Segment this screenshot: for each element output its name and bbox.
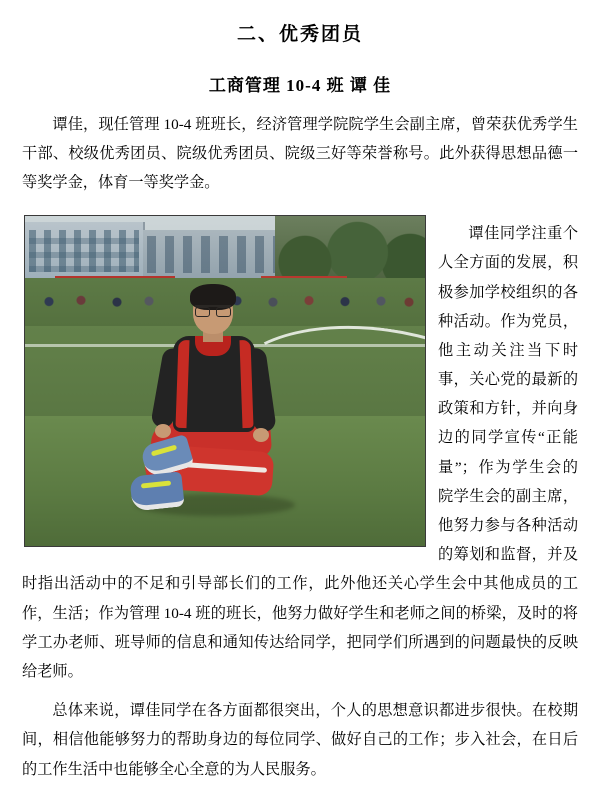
paragraph-body: 谭佳同学注重个人全方面的发展，积极参加学校组织的各种活动。作为党员，他主动关注当下时事，关心党的最新的政策和方针，并向身边的同学宣传“正能量”；作为学生会的院学生会的副主席，他努力参与各种活动的筹划和监督，并及时指出活动中的不足和引导部长们的工作，此外他还关心学生会中其他成员的工作，生活；作为管理 10-4 班的班长，他努力做好学生和老师之间的桥梁，及时的将学工办老师、班导师的信息和通知传达给同学，把同学们所遇到的问题最快的反映给老师。 (22, 225, 578, 680)
glasses-icon (195, 305, 231, 315)
photo-building-left (25, 222, 145, 278)
section-heading: 二、优秀团员 (236, 24, 363, 45)
student-photo (24, 215, 426, 547)
photo-building-right (143, 230, 293, 278)
paragraph-intro: 谭佳，现任管理 10-4 班班长，经济管理学院院学生会副主席，曾荣获优秀学生干部、校级优秀团员、院级优秀团员、院级三好等荣誉称号。此外获得思想品德一等奖学金，体育一等奖学金。 (22, 115, 578, 191)
subject-heading: 工商管理 10-4 班 谭 佳 (208, 76, 392, 96)
paragraph-conclusion: 总体来说，谭佳同学在各方面都很突出，个人的思想意识都进步很快。在校期间，相信他能够努力的帮助身边的每位同学、做好自己的工作；步入社会，在日后的工作生活中也能够全心全意的为人民服务。 (22, 702, 578, 778)
photo-treeline (275, 216, 425, 282)
photo-and-text-block (22, 209, 578, 686)
photo-person-shoe-front (129, 472, 184, 512)
photo-person (121, 288, 311, 538)
